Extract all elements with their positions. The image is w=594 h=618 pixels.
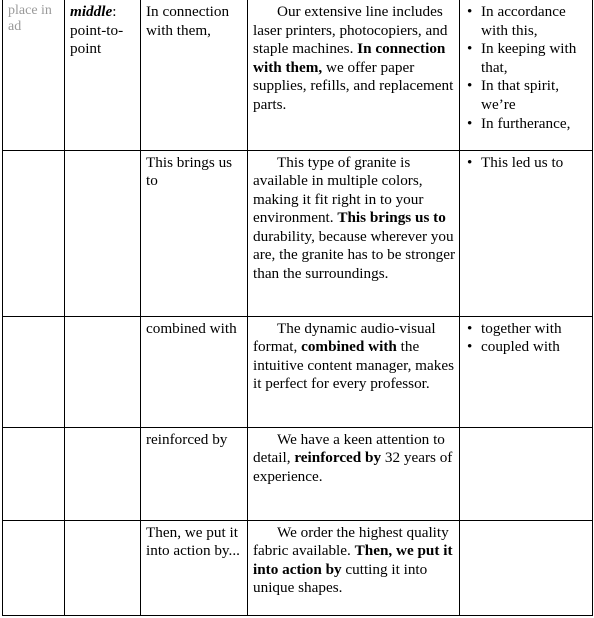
example-cell	[248, 427, 460, 520]
phrase-cell: combined with	[141, 316, 248, 427]
position-cell	[65, 520, 141, 615]
list-item: • coupled with	[467, 338, 560, 356]
placement-cell	[3, 427, 65, 520]
transition-phrases-table	[2, 0, 593, 616]
list-item: • together with	[467, 319, 562, 337]
position-cell	[65, 0, 141, 150]
placement-cell	[3, 150, 65, 316]
alternatives-cell	[460, 427, 593, 520]
position-cell	[65, 150, 141, 316]
alternatives-list	[465, 320, 588, 357]
placement-cell: place in ad	[3, 0, 65, 150]
example-cell	[248, 150, 460, 316]
position-detail: : point-to-point	[70, 3, 124, 58]
table-row	[3, 520, 593, 615]
table-row	[3, 150, 593, 316]
example-text-4: We order the highest quality fabric available. Then, we put it into action by cutting it into unique shapes.	[253, 523, 453, 597]
placement-cell	[3, 520, 65, 615]
example-text-3: We have a keen attention to detail, reinforced by 32 years of experience.	[253, 430, 453, 485]
example-text-1: This type of granite is available in multiple colors, making it fit right in to your environment. This brings us to durability, because wherever you are, the granite has to be stronger than the surroundings.	[253, 153, 455, 283]
example-cell	[248, 316, 460, 427]
example-cell	[248, 520, 460, 615]
position-cell	[65, 427, 141, 520]
position-label: middle	[70, 3, 113, 20]
phrase-cell: Then, we put it into action by...	[141, 520, 248, 615]
alternatives-cell	[460, 0, 593, 150]
alternatives-list	[465, 154, 588, 173]
phrase-cell: reinforced by	[141, 427, 248, 520]
table-row	[3, 427, 593, 520]
example-cell	[248, 0, 460, 150]
phrase-cell: In connection with them,	[141, 0, 248, 150]
list-item: • In keeping with that,	[467, 40, 577, 76]
alternatives-list	[465, 3, 588, 133]
alternatives-cell	[460, 150, 593, 316]
list-item: • In accordance with this,	[467, 3, 566, 39]
position-cell	[65, 316, 141, 427]
phrase-cell: This brings us to	[141, 150, 248, 316]
list-item: • This led us to	[467, 153, 564, 171]
list-item: • In furtherance,	[467, 114, 571, 132]
example-text-2: The dynamic audio-visual format, combined with the intuitive content manager, makes it perfect for every professor.	[253, 319, 454, 393]
table-row	[3, 0, 593, 150]
placement-cell	[3, 316, 65, 427]
table-row	[3, 316, 593, 427]
alternatives-cell	[460, 520, 593, 615]
example-text-0: Our extensive line includes laser printers, photocopiers, and staple machines. In connection with them, we offer paper supplies, refills, and replacement parts.	[253, 3, 454, 113]
list-item: • In that spirit, we’re	[467, 77, 560, 113]
alternatives-cell	[460, 316, 593, 427]
